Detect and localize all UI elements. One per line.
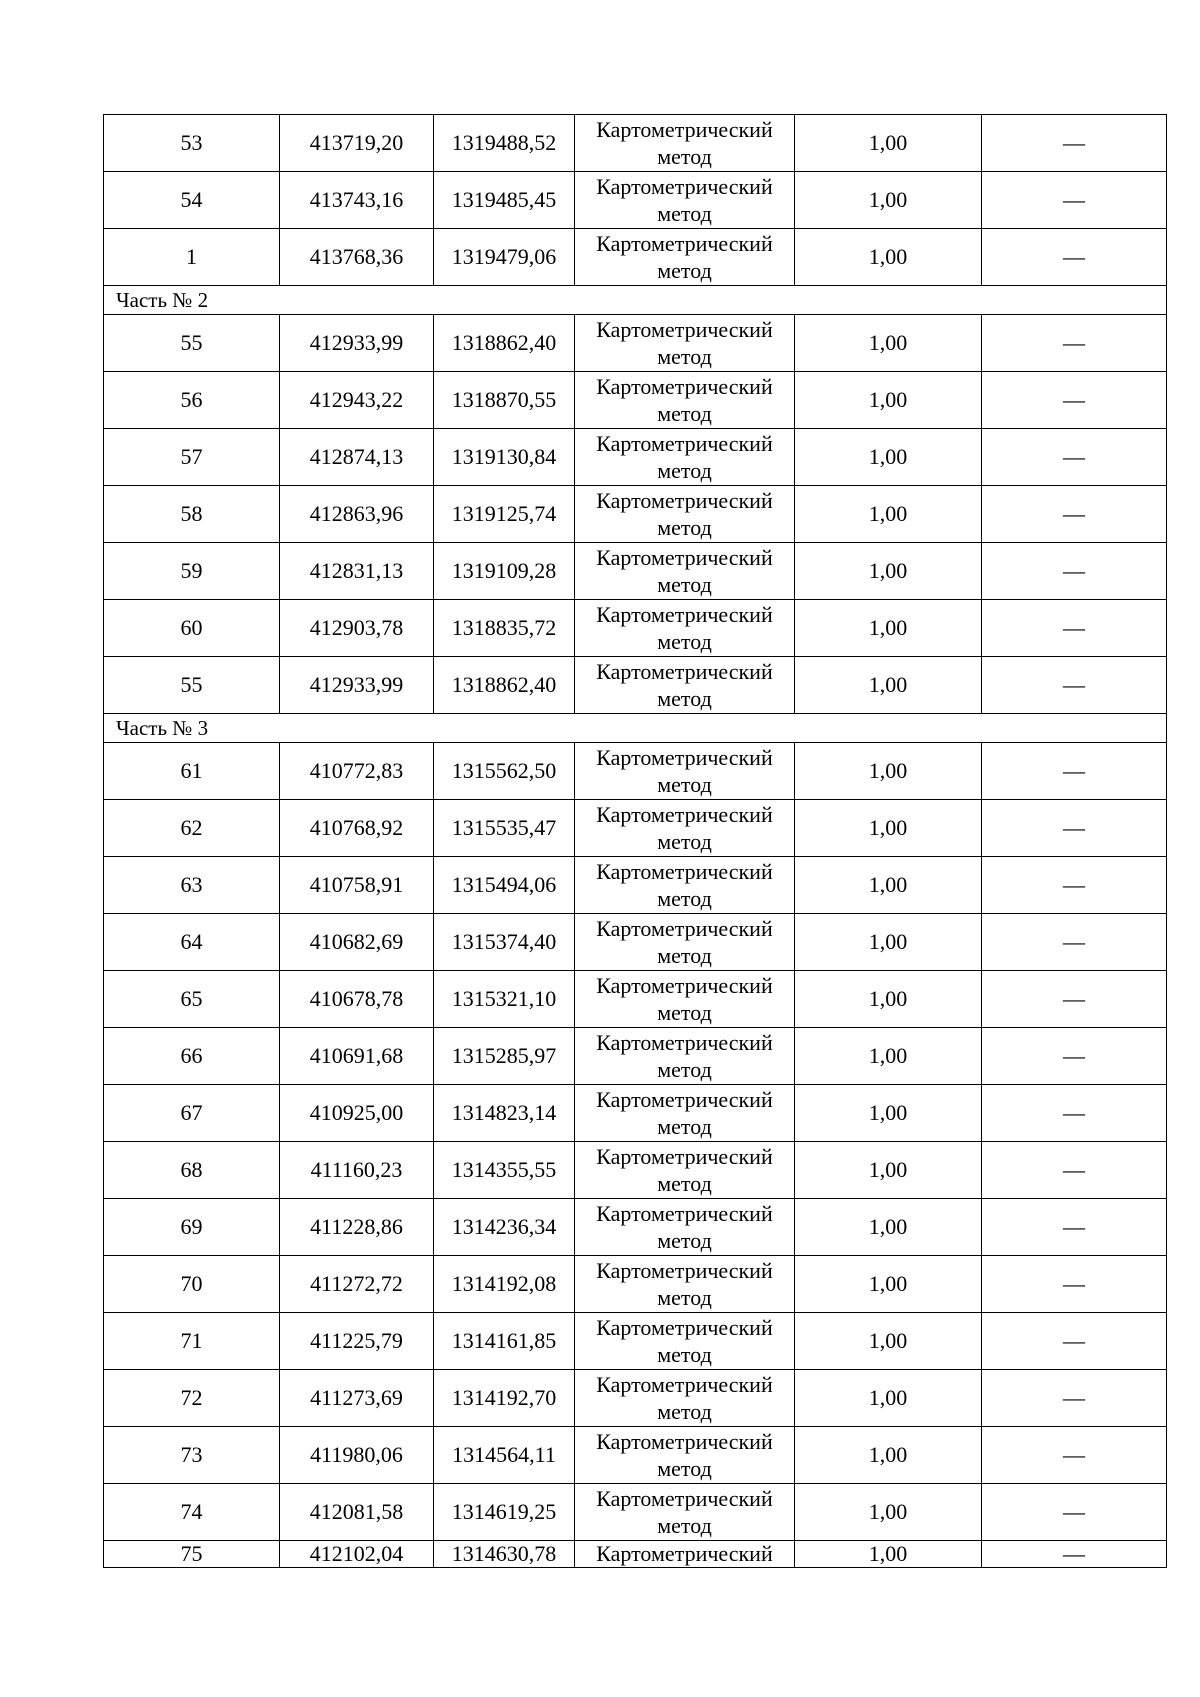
table-row <box>104 543 1167 600</box>
method-cell <box>575 857 795 914</box>
accuracy-cell: 1,00 <box>795 600 982 657</box>
point-number-cell: 55 <box>104 657 280 714</box>
coordinates-table <box>103 114 1167 1568</box>
table-row <box>104 743 1167 800</box>
method-text: Картометрический метод <box>596 374 773 426</box>
note-cell: — <box>982 1256 1167 1313</box>
method-cell <box>575 1028 795 1085</box>
accuracy-cell: 1,00 <box>795 229 982 286</box>
y-coordinate-cell: 1319479,06 <box>434 229 575 286</box>
method-cell <box>575 800 795 857</box>
x-coordinate-cell: 412863,96 <box>280 486 434 543</box>
table-row <box>104 486 1167 543</box>
y-coordinate-cell: 1315374,40 <box>434 914 575 971</box>
method-text: Картометрический метод <box>596 545 773 597</box>
point-number-cell: 55 <box>104 315 280 372</box>
x-coordinate-cell: 410682,69 <box>280 914 434 971</box>
note-cell: — <box>982 1370 1167 1427</box>
table-row <box>104 914 1167 971</box>
method-text: Картометрический метод <box>596 431 773 483</box>
part-label: Часть № 2 <box>104 286 1167 315</box>
point-number-cell: 65 <box>104 971 280 1028</box>
method-text: Картометрический метод <box>596 916 773 968</box>
y-coordinate-cell: 1314564,11 <box>434 1427 575 1484</box>
method-cell <box>575 600 795 657</box>
method-text: Картометрический метод <box>596 1486 773 1538</box>
point-number-cell: 59 <box>104 543 280 600</box>
x-coordinate-cell: 413719,20 <box>280 115 434 172</box>
point-number-cell: 69 <box>104 1199 280 1256</box>
method-cell <box>575 914 795 971</box>
point-number-cell: 68 <box>104 1142 280 1199</box>
table-row <box>104 372 1167 429</box>
method-text: Картометрический метод <box>596 1201 773 1253</box>
note-cell: — <box>982 115 1167 172</box>
x-coordinate-cell: 412943,22 <box>280 372 434 429</box>
method-text: Картометрический метод <box>596 859 773 911</box>
method-cell <box>575 429 795 486</box>
note-cell: — <box>982 172 1167 229</box>
accuracy-cell: 1,00 <box>795 657 982 714</box>
note-cell: — <box>982 315 1167 372</box>
method-cell <box>575 1370 795 1427</box>
accuracy-cell: 1,00 <box>795 971 982 1028</box>
note-cell: — <box>982 1085 1167 1142</box>
note-cell: — <box>982 657 1167 714</box>
point-number-cell: 62 <box>104 800 280 857</box>
note-cell: — <box>982 429 1167 486</box>
x-coordinate-cell: 412903,78 <box>280 600 434 657</box>
x-coordinate-cell: 410772,83 <box>280 743 434 800</box>
point-number-cell: 74 <box>104 1484 280 1541</box>
table-row <box>104 115 1167 172</box>
accuracy-cell: 1,00 <box>795 1256 982 1313</box>
part-header-row <box>104 714 1167 743</box>
accuracy-cell: 1,00 <box>795 543 982 600</box>
note-cell: — <box>982 914 1167 971</box>
method-text: Картометрический метод <box>596 1372 773 1424</box>
method-cell <box>575 1199 795 1256</box>
note-cell: — <box>982 229 1167 286</box>
y-coordinate-cell: 1318870,55 <box>434 372 575 429</box>
accuracy-cell: 1,00 <box>795 372 982 429</box>
x-coordinate-cell: 410678,78 <box>280 971 434 1028</box>
accuracy-cell: 1,00 <box>795 1085 982 1142</box>
accuracy-cell: 1,00 <box>795 1199 982 1256</box>
method-text: Картометрический метод <box>596 1087 773 1139</box>
note-cell: — <box>982 971 1167 1028</box>
method-text: Картометрический метод <box>596 117 773 169</box>
method-text: Картометрический метод <box>596 317 773 369</box>
accuracy-cell: 1,00 <box>795 800 982 857</box>
table-row <box>104 1541 1167 1568</box>
method-text: Картометрический метод <box>596 488 773 540</box>
method-cell <box>575 1427 795 1484</box>
y-coordinate-cell: 1314823,14 <box>434 1085 575 1142</box>
y-coordinate-cell: 1314161,85 <box>434 1313 575 1370</box>
part-header-row <box>104 286 1167 315</box>
point-number-cell: 1 <box>104 229 280 286</box>
accuracy-cell: 1,00 <box>795 857 982 914</box>
note-cell: — <box>982 600 1167 657</box>
y-coordinate-cell: 1318862,40 <box>434 657 575 714</box>
note-cell: — <box>982 372 1167 429</box>
table-row <box>104 1370 1167 1427</box>
y-coordinate-cell: 1314192,08 <box>434 1256 575 1313</box>
note-cell: — <box>982 1541 1167 1568</box>
point-number-cell: 66 <box>104 1028 280 1085</box>
x-coordinate-cell: 411980,06 <box>280 1427 434 1484</box>
y-coordinate-cell: 1314192,70 <box>434 1370 575 1427</box>
method-text: Картометрический метод <box>596 745 773 797</box>
point-number-cell: 75 <box>104 1541 280 1568</box>
note-cell: — <box>982 1028 1167 1085</box>
accuracy-cell: 1,00 <box>795 486 982 543</box>
note-cell: — <box>982 1199 1167 1256</box>
method-cell <box>575 1085 795 1142</box>
x-coordinate-cell: 412933,99 <box>280 315 434 372</box>
method-cell <box>575 1256 795 1313</box>
accuracy-cell: 1,00 <box>795 1370 982 1427</box>
x-coordinate-cell: 412933,99 <box>280 657 434 714</box>
y-coordinate-cell: 1315535,47 <box>434 800 575 857</box>
accuracy-cell: 1,00 <box>795 172 982 229</box>
accuracy-cell: 1,00 <box>795 1484 982 1541</box>
table-row <box>104 1484 1167 1541</box>
table-row <box>104 1199 1167 1256</box>
point-number-cell: 70 <box>104 1256 280 1313</box>
method-text: Картометрический метод <box>596 1144 773 1196</box>
x-coordinate-cell: 411272,72 <box>280 1256 434 1313</box>
part-label: Часть № 3 <box>104 714 1167 743</box>
table-row <box>104 1142 1167 1199</box>
method-cell <box>575 743 795 800</box>
method-text: Картометрический метод <box>596 1258 773 1310</box>
accuracy-cell: 1,00 <box>795 315 982 372</box>
x-coordinate-cell: 411228,86 <box>280 1199 434 1256</box>
table-row <box>104 1085 1167 1142</box>
note-cell: — <box>982 800 1167 857</box>
table-row <box>104 429 1167 486</box>
x-coordinate-cell: 410768,92 <box>280 800 434 857</box>
point-number-cell: 53 <box>104 115 280 172</box>
point-number-cell: 67 <box>104 1085 280 1142</box>
y-coordinate-cell: 1319125,74 <box>434 486 575 543</box>
note-cell: — <box>982 543 1167 600</box>
x-coordinate-cell: 411160,23 <box>280 1142 434 1199</box>
x-coordinate-cell: 413743,16 <box>280 172 434 229</box>
note-cell: — <box>982 1484 1167 1541</box>
method-text: Картометрический метод <box>596 973 773 1025</box>
method-text: Картометрический метод <box>596 602 773 654</box>
x-coordinate-cell: 412831,13 <box>280 543 434 600</box>
y-coordinate-cell: 1319485,45 <box>434 172 575 229</box>
method-text: Картометрический метод <box>596 1429 773 1481</box>
point-number-cell: 73 <box>104 1427 280 1484</box>
table-row <box>104 229 1167 286</box>
table-row <box>104 1427 1167 1484</box>
method-cell <box>575 315 795 372</box>
accuracy-cell: 1,00 <box>795 914 982 971</box>
accuracy-cell: 1,00 <box>795 429 982 486</box>
table-row <box>104 1313 1167 1370</box>
x-coordinate-cell: 412874,13 <box>280 429 434 486</box>
table-row <box>104 1256 1167 1313</box>
y-coordinate-cell: 1314355,55 <box>434 1142 575 1199</box>
point-number-cell: 61 <box>104 743 280 800</box>
table-row <box>104 315 1167 372</box>
point-number-cell: 63 <box>104 857 280 914</box>
table-row <box>104 657 1167 714</box>
y-coordinate-cell: 1319109,28 <box>434 543 575 600</box>
x-coordinate-cell: 410691,68 <box>280 1028 434 1085</box>
y-coordinate-cell: 1315562,50 <box>434 743 575 800</box>
accuracy-cell: 1,00 <box>795 1427 982 1484</box>
accuracy-cell: 1,00 <box>795 1028 982 1085</box>
method-cell <box>575 172 795 229</box>
x-coordinate-cell: 411273,69 <box>280 1370 434 1427</box>
table-row <box>104 800 1167 857</box>
y-coordinate-cell: 1314630,78 <box>434 1541 575 1568</box>
y-coordinate-cell: 1315494,06 <box>434 857 575 914</box>
y-coordinate-cell: 1314619,25 <box>434 1484 575 1541</box>
note-cell: — <box>982 1427 1167 1484</box>
point-number-cell: 56 <box>104 372 280 429</box>
accuracy-cell: 1,00 <box>795 743 982 800</box>
method-cell <box>575 1484 795 1541</box>
table-row <box>104 1028 1167 1085</box>
y-coordinate-cell: 1318862,40 <box>434 315 575 372</box>
x-coordinate-cell: 413768,36 <box>280 229 434 286</box>
note-cell: — <box>982 857 1167 914</box>
point-number-cell: 72 <box>104 1370 280 1427</box>
method-cell <box>575 1142 795 1199</box>
point-number-cell: 58 <box>104 486 280 543</box>
point-number-cell: 71 <box>104 1313 280 1370</box>
note-cell: — <box>982 486 1167 543</box>
method-cell <box>575 657 795 714</box>
table-row <box>104 971 1167 1028</box>
y-coordinate-cell: 1314236,34 <box>434 1199 575 1256</box>
table-row <box>104 857 1167 914</box>
method-text: Картометрический метод <box>596 174 773 226</box>
method-cell <box>575 229 795 286</box>
table-row <box>104 600 1167 657</box>
x-coordinate-cell: 410925,00 <box>280 1085 434 1142</box>
note-cell: — <box>982 1313 1167 1370</box>
method-text: Картометрический метод <box>596 802 773 854</box>
method-text: Картометрический метод <box>596 231 773 283</box>
x-coordinate-cell: 410758,91 <box>280 857 434 914</box>
method-cell <box>575 1541 795 1568</box>
y-coordinate-cell: 1315321,10 <box>434 971 575 1028</box>
note-cell: — <box>982 743 1167 800</box>
table-body <box>104 115 1167 1568</box>
x-coordinate-cell: 411225,79 <box>280 1313 434 1370</box>
x-coordinate-cell: 412081,58 <box>280 1484 434 1541</box>
point-number-cell: 54 <box>104 172 280 229</box>
method-text: Картометрический <box>596 1541 773 1566</box>
method-cell <box>575 115 795 172</box>
accuracy-cell: 1,00 <box>795 1541 982 1568</box>
accuracy-cell: 1,00 <box>795 1142 982 1199</box>
method-text: Картометрический метод <box>596 1030 773 1082</box>
y-coordinate-cell: 1315285,97 <box>434 1028 575 1085</box>
method-cell <box>575 971 795 1028</box>
accuracy-cell: 1,00 <box>795 1313 982 1370</box>
y-coordinate-cell: 1318835,72 <box>434 600 575 657</box>
point-number-cell: 64 <box>104 914 280 971</box>
table-row <box>104 172 1167 229</box>
method-cell <box>575 543 795 600</box>
x-coordinate-cell: 412102,04 <box>280 1541 434 1568</box>
method-text: Картометрический метод <box>596 659 773 711</box>
accuracy-cell: 1,00 <box>795 115 982 172</box>
y-coordinate-cell: 1319130,84 <box>434 429 575 486</box>
method-cell <box>575 486 795 543</box>
method-cell <box>575 372 795 429</box>
method-cell <box>575 1313 795 1370</box>
method-text: Картометрический метод <box>596 1315 773 1367</box>
note-cell: — <box>982 1142 1167 1199</box>
y-coordinate-cell: 1319488,52 <box>434 115 575 172</box>
point-number-cell: 57 <box>104 429 280 486</box>
point-number-cell: 60 <box>104 600 280 657</box>
